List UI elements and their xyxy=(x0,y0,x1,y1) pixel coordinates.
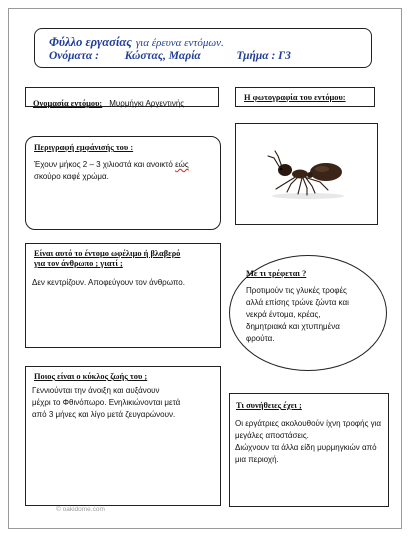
life-cycle-line: από 3 μήνες και λίγο μετά ζευγαρώνουν. xyxy=(32,410,176,419)
food-line: δημητριακά και χτυπημένα xyxy=(246,322,340,331)
life-cycle-box xyxy=(25,366,221,506)
useful-harmful-box xyxy=(25,243,221,348)
misspelled-word: εώς xyxy=(175,160,189,169)
insect-photo-box xyxy=(235,123,378,225)
insect-name-value: Μυρμήγκι Αργεντινής xyxy=(109,99,185,108)
habits-line: μια περιοχή. xyxy=(235,455,279,464)
names-label: Ονόματα : xyxy=(49,50,99,62)
food-line: αλλά επίσης τρώνε ζώντα και xyxy=(246,298,349,307)
habits-label: Τι συνήθειες έχει ; xyxy=(236,401,302,410)
food-line: Προτιμούν τις γλυκές τροφές xyxy=(246,286,347,295)
worksheet-subtitle: για έρευνα εντόμων. xyxy=(135,37,224,49)
life-cycle-label: Ποιος είναι ο κύκλος ζωής του ; xyxy=(34,372,148,381)
food-line: φρούτα. xyxy=(246,334,275,343)
description-line-1: Έχουν μήκος 2 – 3 χιλιοστά και ανοικτό xyxy=(34,160,176,169)
habits-line: Διώχνουν τα άλλα είδη μυρμηγκιών από xyxy=(235,443,377,452)
food-text xyxy=(246,285,349,345)
header-names-line xyxy=(49,50,291,62)
life-cycle-line: Γεννιούνται την άνοιξη και αυξάνουν xyxy=(32,386,160,395)
names-value: Κώστας, Μαρία xyxy=(124,50,201,62)
life-cycle-line: μέχρι το Φθινόπωρο. Ενηλικιώνονται μετά xyxy=(32,398,181,407)
habits-line: μεγάλες αποστάσεις. xyxy=(235,431,309,440)
habits-line: Οι εργάτριες ακολουθούν ίχνη τροφής για xyxy=(235,419,382,428)
description-box xyxy=(25,136,221,230)
class-label: Τμήμα : Γ3 xyxy=(236,50,291,62)
worksheet-header xyxy=(34,28,372,68)
worksheet-title: Φύλλο εργασίας xyxy=(49,35,132,49)
useful-text: Δεν κεντρίζουν. Αποφεύγουν τον άνθρωπο. xyxy=(32,278,185,287)
life-cycle-text xyxy=(32,385,180,421)
insect-name-label: Ονομασία εντόμου: xyxy=(33,99,103,108)
photo-label-box xyxy=(235,87,375,107)
photo-label: Η φωτογραφία του εντόμου: xyxy=(244,93,346,102)
insect-name-box xyxy=(25,87,219,107)
food-line: νεκρά έντομα, κρέας, xyxy=(246,310,321,319)
useful-label-line-2: για τον άνθρωπο ; γιατί ; xyxy=(34,259,123,268)
food-label: Με τι τρέφεται ? xyxy=(246,269,307,278)
watermark: © oakidome.com xyxy=(56,506,105,513)
description-text xyxy=(34,159,216,183)
description-line-2: σκούρο καφέ χρώμα. xyxy=(34,172,109,181)
description-label: Περιγραφή εμφάνισής του : xyxy=(34,143,134,152)
food-box xyxy=(229,255,387,371)
ant-photo xyxy=(258,144,358,204)
header-title-line xyxy=(49,33,224,51)
habits-box xyxy=(229,393,389,507)
useful-label-line-1: Είναι αυτό το έντομο ωφέλιμο ή βλαβερό xyxy=(34,249,181,258)
habits-text xyxy=(235,418,381,466)
